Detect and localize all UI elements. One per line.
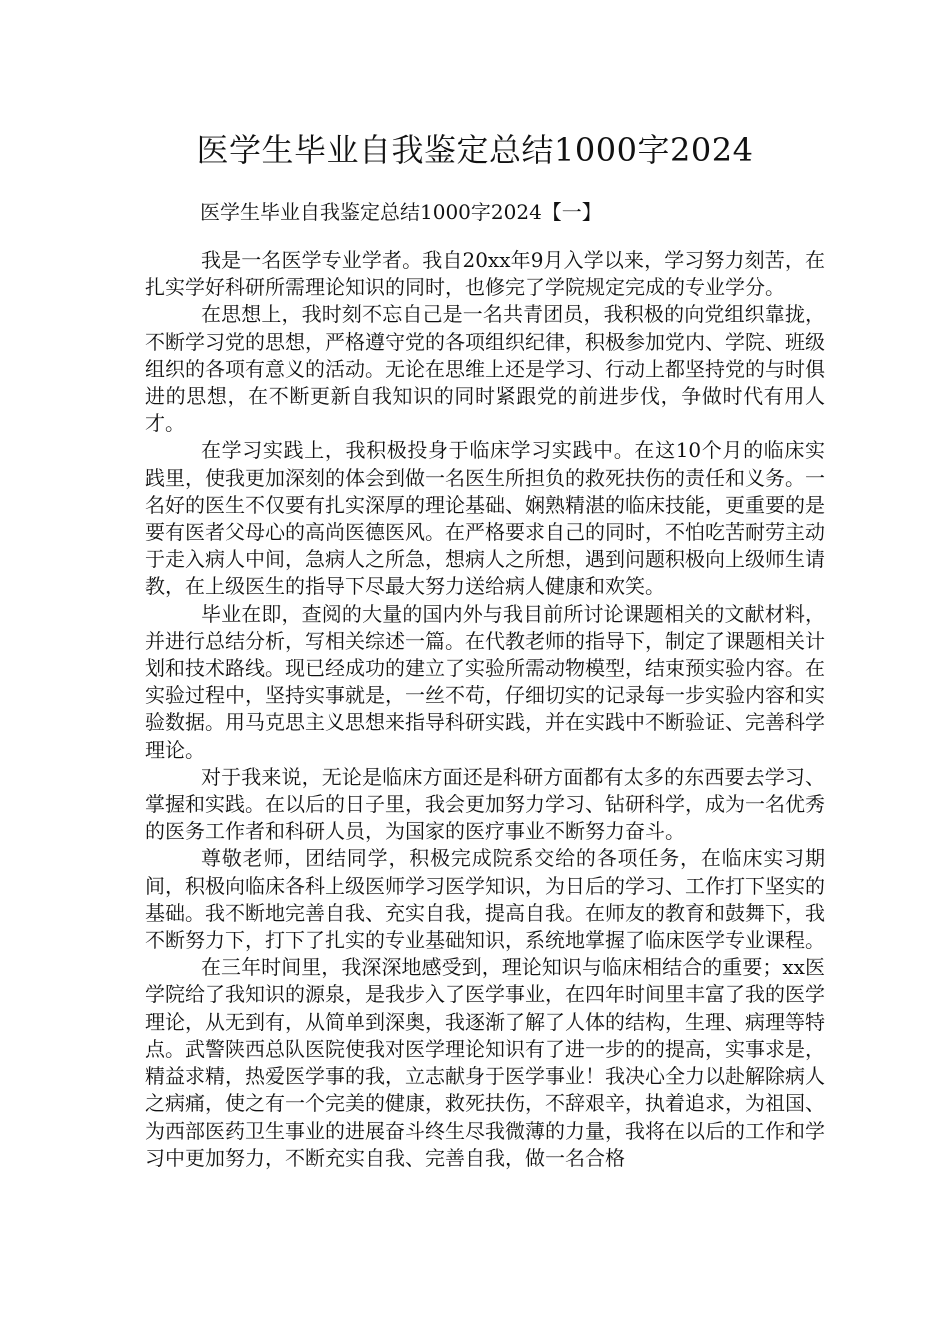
body-paragraph: 我是一名医学专业学者。我自20xx年9月入学以来，学习努力刻苦，在扎实学好科研所需理论知识的同时，也修完了学院规定完成的专业学分。 xyxy=(145,248,825,300)
body-paragraph: 对于我来说，无论是临床方面还是科研方面都有太多的东西要去学习、掌握和实践。在以后的日子里，我会更加努力学习、钻研科学，成为一名优秀的医务工作者和科研人员，为国家的医疗事业不断努力奋斗。 xyxy=(145,764,825,844)
document-body xyxy=(145,247,825,1172)
document-title: 医学生毕业自我鉴定总结1000字2024 xyxy=(196,131,754,169)
section-heading: 医学生毕业自我鉴定总结1000字2024【一】 xyxy=(200,200,602,224)
body-paragraph: 尊敬老师，团结同学，积极完成院系交给的各项任务，在临床实习期间，积极向临床各科上级医师学习医学知识，为日后的学习、工作打下坚实的基础。我不断地完善自我、充实自我，提高自我。在师友的教育和鼓舞下，我不断努力下，打下了扎实的专业基础知识，系统地掌握了临床医学专业课程。 xyxy=(145,846,825,953)
body-paragraph: 在三年时间里，我深深地感受到，理论知识与临床相结合的重要；xx医学院给了我知识的源泉，是我步入了医学事业，在四年时间里丰富了我的医学理论，从无到有，从简单到深奥，我逐渐了解了人体的结构，生理、病理等特点。武警陕西总队医院使我对医学理论知识有了进一步的的提高，实事求是，精益求精，热爱医学事的我，立志献身于医学事业！我决心全力以赴解除病人之病痛，使之有一个完美的健康，救死扶伤，不辞艰辛，执着追求，为祖国、为西部医药卫生事业的进展奋斗终生尽我微薄的力量，我将在以后的工作和学习中更加努力，不断充实自我、完善自我，做一名合格 xyxy=(145,955,825,1170)
body-paragraph: 毕业在即，查阅的大量的国内外与我目前所讨论课题相关的文献材料，并进行总结分析，写相关综述一篇。在代教老师的指导下，制定了课题相关计划和技术路线。现已经成功的建立了实验所需动物模型，结束预实验内容。在实验过程中，坚持实事就是，一丝不苟，仔细切实的记录每一步实验内容和实验数据。用马克思主义思想来指导科研实践，并在实践中不断验证、完善科学理论。 xyxy=(145,601,825,762)
body-paragraph: 在学习实践上，我积极投身于临床学习实践中。在这10个月的临床实践里，使我更加深刻的体会到做一名医生所担负的救死扶伤的责任和义务。一名好的医生不仅要有扎实深厚的理论基础、娴熟精湛的临床技能，更重要的是要有医者父母心的高尚医德医风。在严格要求自己的同时，不怕吃苦耐劳主动于走入病人中间，急病人之所急，想病人之所想，遇到问题积极向上级师生请教，在上级医生的指导下尽最大努力送给病人健康和欢笑。 xyxy=(145,438,825,599)
body-paragraph: 在思想上，我时刻不忘自己是一名共青团员，我积极的向党组织靠拢，不断学习党的思想，严格遵守党的各项组织纪律，积极参加党内、学院、班级组织的各项有意义的活动。无论在思维上还是学习、行动上都坚持党的与时俱进的思想，在不断更新自我知识的同时紧跟党的前进步伐，争做时代有用人才。 xyxy=(145,302,825,436)
